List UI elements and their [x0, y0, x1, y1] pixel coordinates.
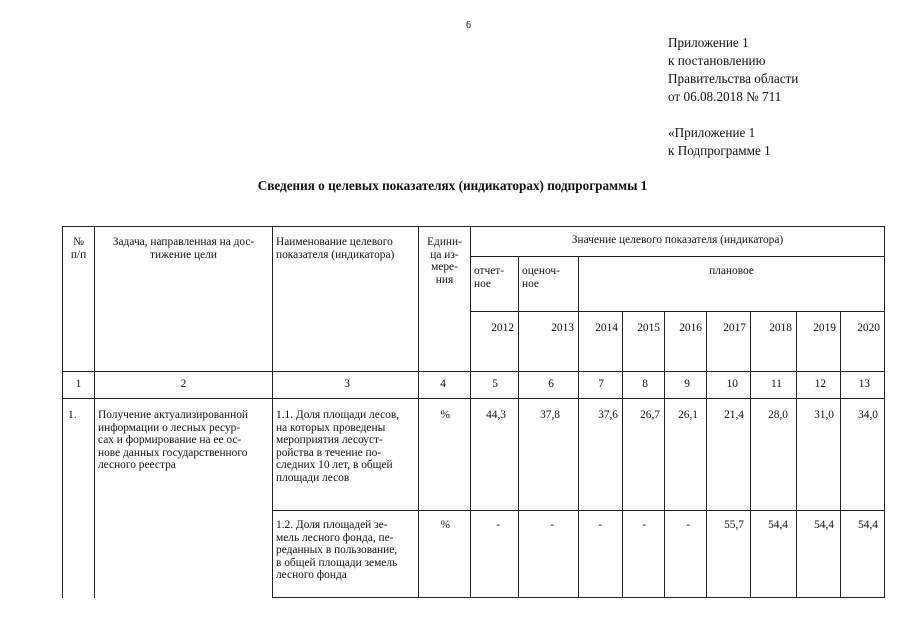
- value-cell: 55,7: [724, 519, 744, 531]
- column-number: 4: [440, 378, 446, 390]
- column-number: 10: [726, 378, 738, 390]
- value-cell: 54,4: [768, 519, 788, 531]
- value-cell: 37,8: [540, 409, 560, 421]
- table-col-line: [622, 311, 623, 598]
- appendix-line: Приложение 1: [668, 35, 749, 50]
- indicator-name: 1.2. Доля площадей зе- мель лесного фонда, пе- реданных в пользование, в общей площади земель лесного фонда: [276, 519, 398, 581]
- table-border-top: [62, 226, 884, 227]
- indicator-name: 1.1. Доля площади лесов, на которых проведены мероприятия лесоуст- ройства в течение по- следних 10 лет, в общей площади лесов: [276, 409, 400, 484]
- header-indicator-name: Наименование целевого показателя (индикатора): [276, 236, 395, 261]
- table-border-right: [884, 226, 885, 598]
- column-number: 1: [75, 378, 82, 390]
- table-col-line: [272, 226, 273, 598]
- header-estimate: оценоч- ное: [522, 265, 560, 290]
- page-number: 6: [466, 20, 471, 31]
- column-number: 5: [492, 378, 498, 390]
- unit-cell: %: [440, 409, 450, 421]
- value-cell: 37,6: [598, 409, 618, 421]
- header-task: Задача, направленная на дос- тижение цели: [112, 236, 255, 261]
- table-col-line: [578, 256, 579, 598]
- subappendix-line: «Приложение 1: [668, 125, 756, 140]
- appendix-line: от 06.08.2018 № 711: [668, 89, 782, 104]
- table-border-left: [62, 226, 63, 598]
- year-cell: 2014: [595, 322, 618, 334]
- column-number: 3: [344, 378, 350, 390]
- value-cell: -: [598, 519, 602, 531]
- year-cell: 2013: [551, 322, 574, 334]
- column-number: 8: [642, 378, 648, 390]
- column-number: 7: [598, 378, 604, 390]
- table-col-line: [94, 226, 95, 598]
- year-cell: 2016: [679, 322, 702, 334]
- table-col-line: [664, 311, 665, 598]
- value-cell: 28,0: [768, 409, 788, 421]
- year-cell: 2020: [857, 322, 880, 334]
- row-number: 1.: [68, 409, 77, 421]
- table-line-years-top: [470, 311, 884, 312]
- table-col-line: [840, 311, 841, 598]
- table-line-data-top: [62, 398, 884, 399]
- year-cell: 2015: [637, 322, 660, 334]
- column-number: 13: [858, 378, 870, 390]
- appendix-line: Правительства области: [668, 71, 799, 86]
- header-num: № п/п: [70, 236, 87, 261]
- column-number: 2: [180, 378, 187, 390]
- value-cell: 44,3: [486, 409, 506, 421]
- column-number: 12: [814, 378, 826, 390]
- table-line-subheader: [470, 256, 884, 257]
- value-cell: 26,1: [678, 409, 698, 421]
- year-cell: 2012: [491, 322, 514, 334]
- value-cell: 21,4: [724, 409, 744, 421]
- value-cell: -: [496, 519, 500, 531]
- header-unit: Едини- ца из- мере- ния: [427, 236, 462, 286]
- appendix-line: к постановлению: [668, 53, 766, 68]
- header-report: отчет- ное: [474, 265, 505, 290]
- value-cell: -: [642, 519, 646, 531]
- value-cell: 26,7: [640, 409, 660, 421]
- year-cell: 2018: [769, 322, 792, 334]
- column-number: 6: [548, 378, 554, 390]
- year-cell: 2017: [723, 322, 746, 334]
- column-number: 9: [684, 378, 690, 390]
- column-number: 11: [771, 378, 782, 390]
- table-line-colnums-top: [62, 371, 884, 372]
- table-col-line: [518, 256, 519, 598]
- year-cell: 2019: [813, 322, 836, 334]
- document-title: Сведения о целевых показателях (индикаторах) подпрограммы 1: [257, 178, 648, 193]
- table-col-line: [750, 311, 751, 598]
- table-col-line: [796, 311, 797, 598]
- header-planned: плановое: [709, 265, 754, 277]
- value-cell: -: [550, 519, 554, 531]
- value-cell: -: [686, 519, 690, 531]
- unit-cell: %: [440, 519, 450, 531]
- value-cell: 31,0: [814, 409, 834, 421]
- subappendix-line: к Подпрограмме 1: [668, 143, 771, 158]
- value-cell: 54,4: [814, 519, 834, 531]
- table-col-line: [706, 311, 707, 598]
- value-cell: 34,0: [858, 409, 878, 421]
- value-cell: 54,4: [858, 519, 878, 531]
- header-value-group: Значение целевого показателя (индикатора): [571, 234, 784, 246]
- task-text: Получение актуализированной информации о лесных ресур- сах и формирование на ее ос- нове данных государственного лесного реестра: [98, 409, 249, 471]
